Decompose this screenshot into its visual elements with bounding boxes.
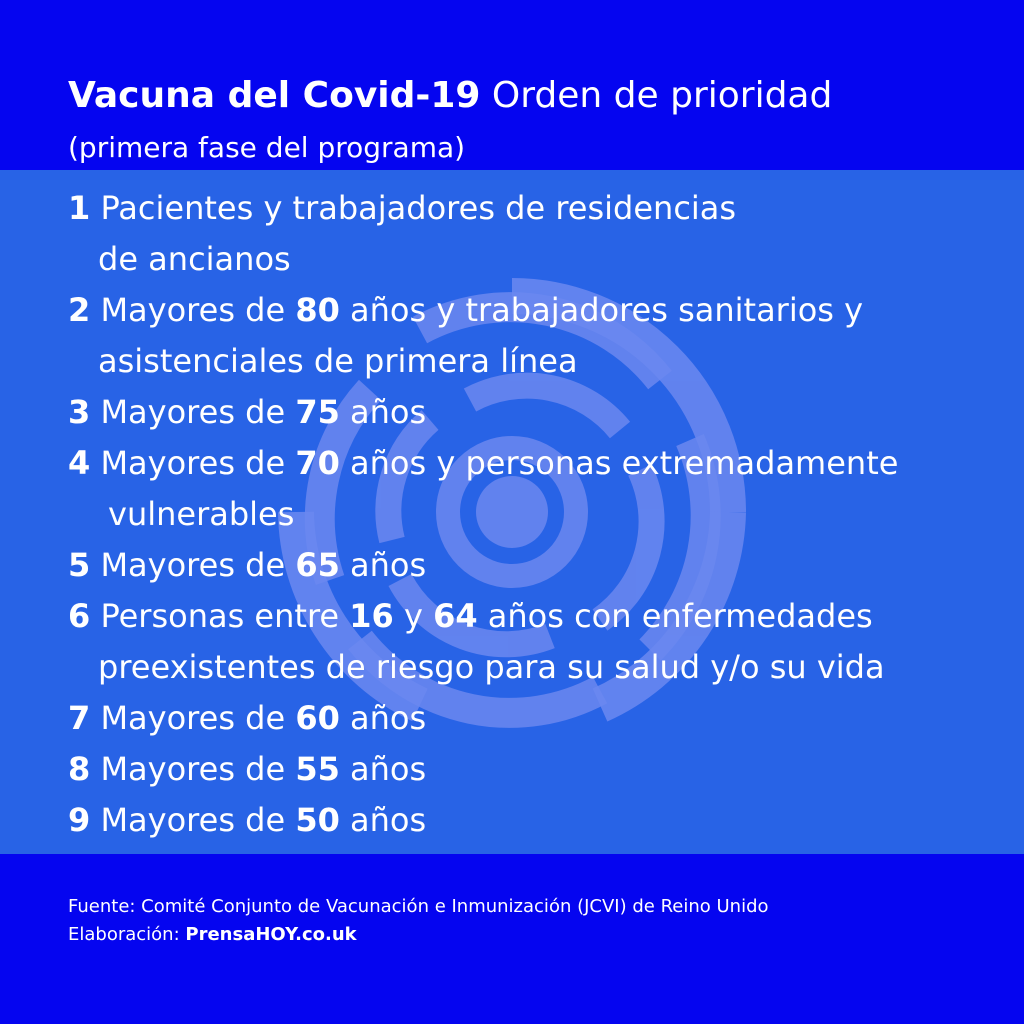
item-text-post: años y personas extremadamente xyxy=(350,444,899,482)
list-item xyxy=(68,591,898,693)
item-age-to: 64 xyxy=(433,597,478,635)
page-subtitle: (primera fase del programa) xyxy=(68,131,466,164)
item-text: Mayores de xyxy=(100,546,286,584)
item-text-continued: vulnerables xyxy=(108,495,295,533)
footer-credit-label: Elaboración: xyxy=(68,924,180,945)
item-number: 4 xyxy=(68,444,91,482)
item-number: 3 xyxy=(68,393,91,431)
title-rest: Orden de prioridad xyxy=(491,75,833,116)
item-text-post: años xyxy=(350,801,427,839)
list-item xyxy=(68,693,898,744)
item-text-continued: preexistentes de riesgo para su salud y/o su vida xyxy=(98,648,885,686)
item-text: Mayores de xyxy=(100,801,286,839)
item-number: 5 xyxy=(68,546,91,584)
list-item xyxy=(68,795,898,846)
item-age: 65 xyxy=(295,546,340,584)
item-text-continued: asistenciales de primera línea xyxy=(98,342,578,380)
item-age-from: 16 xyxy=(349,597,394,635)
item-number: 8 xyxy=(68,750,91,788)
item-text: Pacientes y trabajadores de residencias xyxy=(100,189,737,227)
footer-credit-name: PrensaHOY.co.uk xyxy=(185,924,357,945)
item-number: 6 xyxy=(68,597,91,635)
priority-list xyxy=(68,183,898,846)
item-text-continued: de ancianos xyxy=(98,240,291,278)
item-text: Mayores de xyxy=(100,750,286,788)
item-number: 1 xyxy=(68,189,91,227)
item-text-post: años xyxy=(350,393,427,431)
item-number: 9 xyxy=(68,801,91,839)
title-bold: Vacuna del Covid-19 xyxy=(68,75,481,116)
footer-source: Fuente: Comité Conjunto de Vacunación e Inmunización (JCVI) de Reino Unido xyxy=(68,896,769,917)
item-text-mid: y xyxy=(403,597,423,635)
list-item xyxy=(68,183,898,285)
item-text: Personas entre xyxy=(100,597,340,635)
item-text-post: años xyxy=(350,750,427,788)
item-age: 60 xyxy=(295,699,340,737)
item-age: 70 xyxy=(295,444,340,482)
list-item xyxy=(68,438,898,540)
item-number: 7 xyxy=(68,699,91,737)
list-item xyxy=(68,744,898,795)
item-text: Mayores de xyxy=(100,444,286,482)
item-text: Mayores de xyxy=(100,393,286,431)
list-item xyxy=(68,387,898,438)
item-text: Mayores de xyxy=(100,699,286,737)
item-age: 55 xyxy=(295,750,340,788)
list-item xyxy=(68,540,898,591)
item-number: 2 xyxy=(68,291,91,329)
list-item xyxy=(68,285,898,387)
item-age: 75 xyxy=(295,393,340,431)
item-text: Mayores de xyxy=(100,291,286,329)
item-age: 50 xyxy=(295,801,340,839)
page-title xyxy=(68,72,832,120)
item-text-post: años con enfermedades xyxy=(487,597,873,635)
item-age: 80 xyxy=(295,291,340,329)
item-text-post: años xyxy=(350,699,427,737)
item-text-post: años xyxy=(350,546,427,584)
footer-credit xyxy=(68,921,769,949)
footer xyxy=(68,893,769,949)
item-text-post: años y trabajadores sanitarios y xyxy=(350,291,864,329)
